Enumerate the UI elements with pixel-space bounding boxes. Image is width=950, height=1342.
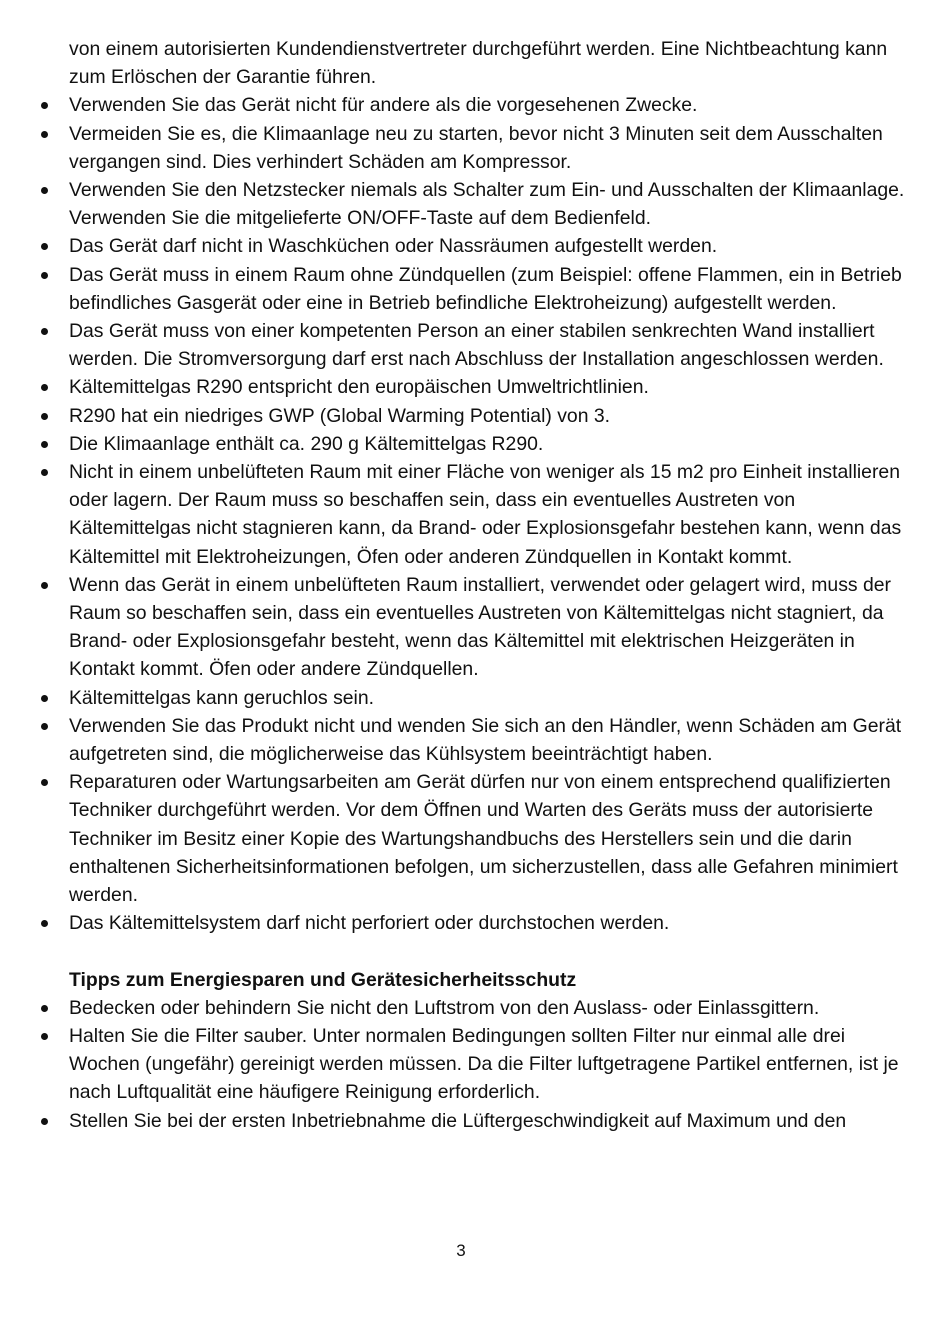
list-item-text: Nicht in einem unbelüfteten Raum mit einer Fläche von weniger als 15 m2 pro Einheit installieren oder lagern. Der Raum muss so beschaffen sein, dass ein eventuelles Austreten von Kältemittelgas nicht stagnieren kann, da Brand- oder Explosionsgefahr bestehen kann, wenn das Kältemittel mit Elektroheizungen, Öfen oder anderen Zündquellen in Kontakt kommt. [69, 461, 902, 568]
bullet-icon [41, 1118, 48, 1125]
list-item [38, 994, 918, 1022]
safety-list [38, 91, 918, 937]
section-heading: Tipps zum Energiesparen und Gerätesicherheitsschutz [69, 968, 577, 991]
bullet-icon [41, 695, 48, 702]
bullet-icon [41, 469, 48, 476]
list-item-text: Verwenden Sie das Gerät nicht für andere als die vorgesehenen Zwecke. [69, 94, 698, 117]
section-spacer [38, 938, 918, 966]
list-item-text: Vermeiden Sie es, die Klimaanlage neu zu starten, bevor nicht 3 Minuten seit dem Ausschalten vergangen sind. Dies verhindert Schäden am Kompressor. [69, 122, 883, 173]
bullet-icon [41, 243, 48, 250]
bullet-icon [41, 328, 48, 335]
bullet-icon [41, 779, 48, 786]
bullet-icon [41, 920, 48, 927]
list-item-text: Verwenden Sie den Netzstecker niemals als Schalter zum Ein- und Ausschalten der Klimaanlage. Verwenden Sie die mitgelieferte ON/OFF-Taste auf dem Bedienfeld. [69, 179, 905, 230]
list-item [38, 430, 918, 458]
list-item [38, 458, 918, 571]
list-item-text: Das Kältemittelsystem darf nicht perforiert oder durchstochen werden. [69, 912, 670, 935]
page-number: 3 [456, 1241, 466, 1260]
list-item [38, 909, 918, 937]
list-item-text: Das Gerät muss in einem Raum ohne Zündquellen (zum Beispiel: offene Flammen, ein in Betrieb befindliches Gasgerät oder eine in Betrieb befindliche Elektroheizung) aufgestellt werden. [69, 263, 902, 314]
list-item [38, 684, 918, 712]
list-item [38, 261, 918, 317]
bullet-icon [41, 102, 48, 109]
list-item-text: Verwenden Sie das Produkt nicht und wenden Sie sich an den Händler, wenn Schäden am Gerät aufgetreten sind, die möglicherweise das Kühlsystem beeinträchtigt haben. [69, 714, 902, 766]
list-item-text: Kältemittelgas R290 entspricht den europäischen Umweltrichtlinien. [69, 376, 649, 399]
list-item-text: Halten Sie die Filter sauber. Unter normalen Bedingungen sollten Filter nur einmal alle drei Wochen (ungefähr) gereinigt werden müssen. Da die Filter luftgetragene Partikel entfernen, ist je nach Luftqualität eine häufigere Reinigung erforderlich. [69, 1024, 899, 1104]
list-item [38, 232, 918, 260]
bullet-icon [41, 441, 48, 448]
list-item-text: Stellen Sie bei der ersten Inbetriebnahme die Lüftergeschwindigkeit auf Maximum und den [69, 1109, 847, 1132]
list-item-text: Wenn das Gerät in einem unbelüfteten Raum installiert, verwendet oder gelagert wird, muss der Raum so beschaffen sein, dass ein eventuelles Austreten von Kältemittelgas nicht stagniert, da Brand- oder Explosionsgefahr besteht, wenn das Kältemittel mit elektrischen Heizgeräten in Kontakt kommt. Öfen oder andere Zündquellen. [69, 573, 892, 681]
list-item-text: Die Klimaanlage enthält ca. 290 g Kältemittelgas R290. [69, 432, 544, 455]
page-content [38, 35, 918, 1135]
list-item [38, 402, 918, 430]
bullet-icon [41, 187, 48, 194]
list-item-text: R290 hat ein niedriges GWP (Global Warming Potential) von 3. [69, 404, 611, 427]
tips-list [38, 994, 918, 1135]
bullet-icon [41, 272, 48, 279]
bullet-icon [41, 582, 48, 589]
bullet-icon [41, 1005, 48, 1012]
list-item-text: Das Gerät darf nicht in Waschküchen oder Nassräumen aufgestellt werden. [69, 235, 718, 258]
bullet-icon [41, 1033, 48, 1040]
list-item [38, 176, 918, 232]
bullet-icon [41, 384, 48, 391]
bullet-icon [41, 723, 48, 730]
list-item-text: Bedecken oder behindern Sie nicht den Luftstrom von den Auslass- oder Einlassgittern. [69, 996, 820, 1019]
list-item [38, 317, 918, 373]
list-item-text: Reparaturen oder Wartungsarbeiten am Gerät dürfen nur von einem entsprechend qualifizierten Techniker durchgeführt werden. Vor dem Öffnen und Warten des Geräts muss der autorisierte Techniker im Besitz einer Kopie des Wartungshandbuchs des Herstellers sein und die darin enthaltenen Sicherheitsinformationen befolgen, um sicherzustellen, dass alle Gefahren minimiert werden. [69, 771, 898, 907]
bullet-icon [41, 131, 48, 138]
list-item [38, 120, 918, 176]
list-item-text: Kältemittelgas kann geruchlos sein. [69, 686, 375, 709]
list-item [38, 373, 918, 401]
list-item [38, 91, 918, 119]
list-item [38, 712, 918, 768]
list-item-text: Das Gerät muss von einer kompetenten Person an einer stabilen senkrechten Wand installiert werden. Die Stromversorgung darf erst nach Abschluss der Installation angeschlossen werden. [69, 320, 884, 371]
continuation-paragraph: von einem autorisierten Kundendienstvertreter durchgeführt werden. Eine Nichtbeachtung kann zum Erlöschen der Garantie führen. [69, 38, 888, 89]
list-item [38, 768, 918, 909]
list-item [38, 571, 918, 684]
list-item [38, 1107, 918, 1135]
list-item [38, 1022, 918, 1107]
bullet-icon [41, 413, 48, 420]
